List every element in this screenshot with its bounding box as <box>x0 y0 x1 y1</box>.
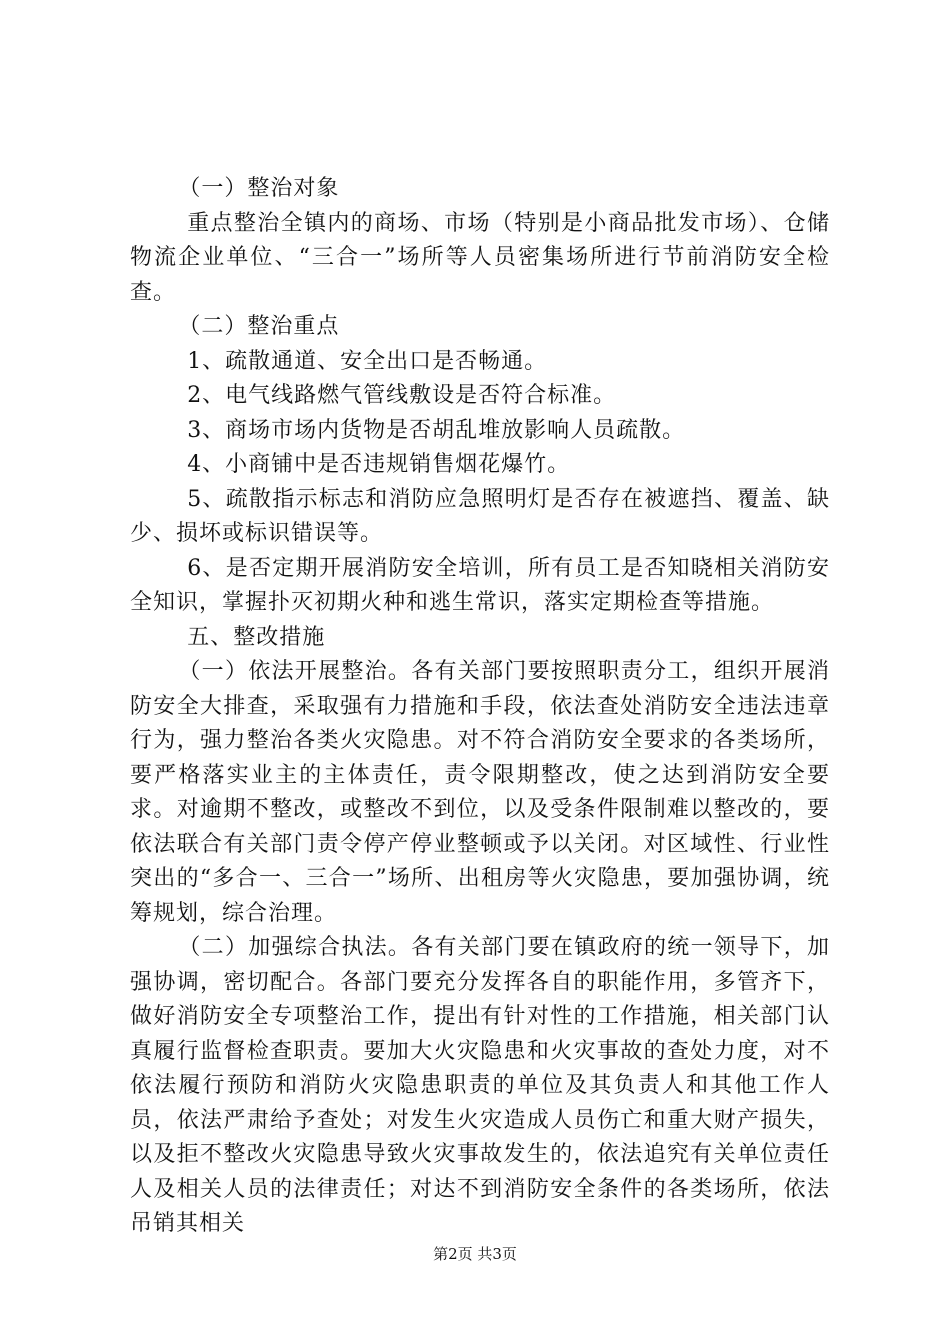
section-heading-focus: （二）整治重点 <box>178 314 340 339</box>
list-item: 4、小商铺中是否违规销售烟花爆竹。 <box>187 452 571 477</box>
list-item: 3、商场市场内货物是否胡乱堆放影响人员疏散。 <box>187 417 686 443</box>
page-number-footer: 第2页 共3页 <box>433 1245 517 1263</box>
section-heading-measures: 五、整改措施 <box>187 624 326 650</box>
list-item: 6、是否定期开展消防安全培训，所有员工是否知晓相关消防安全知识，掌握扑灭初期火种和逃生常识，落实定期检查等措施。 <box>130 555 830 615</box>
document-body <box>130 172 830 1242</box>
section-heading-targets: （一）整治对象 <box>178 176 340 201</box>
list-item: 5、疏散指示标志和消防应急照明灯是否存在被遮挡、覆盖、缺少、损坏或标识错误等。 <box>130 486 830 546</box>
list-item: 1、疏散通道、安全出口是否畅通。 <box>187 348 548 374</box>
paragraph-measure-2: （二）加强综合执法。各有关部门要在镇政府的统一领导下，加强协调，密切配合。各部门要充分发挥各自的职能作用，多管齐下，做好消防安全专项整治工作，提出有针对性的工作措施，相关部门认真履行监督检查职责。要加大火灾隐患和火灾事故的查处力度，对不依法履行预防和消防火灾隐患职责的单位及其负责人和其他工作人员，依法严肃给予查处；对发生火灾造成人员伤亡和重大财产损失，以及拒不整改火灾隐患导致火灾事故发生的，依法追究有关单位责任人及相关人员的法律责任；对达不到消防安全条件的各类场所，依法吊销其相关 <box>130 935 830 1236</box>
paragraph-targets: 重点整治全镇内的商场、市场（特别是小商品批发市场）、仓储物流企业单位、“三合一”场所等人员密集场所进行节前消防安全检查。 <box>130 210 830 305</box>
paragraph-measure-1: （一）依法开展整治。各有关部门要按照职责分工，组织开展消防安全大排查，采取强有力措施和手段，依法查处消防安全违法违章行为，强力整治各类火灾隐患。对不符合消防安全要求的各类场所，要严格落实业主的主体责任，责令限期整改，使之达到消防安全要求。对逾期不整改，或整改不到位，以及受条件限制难以整改的，要依法联合有关部门责令停产停业整顿或予以关闭。对区域性、行业性突出的“多合一、三合一”场所、出租房等火灾隐患，要加强协调，统筹规划，综合治理。 <box>130 659 830 926</box>
list-item: 2、电气线路燃气管线敷设是否符合标准。 <box>187 383 617 408</box>
